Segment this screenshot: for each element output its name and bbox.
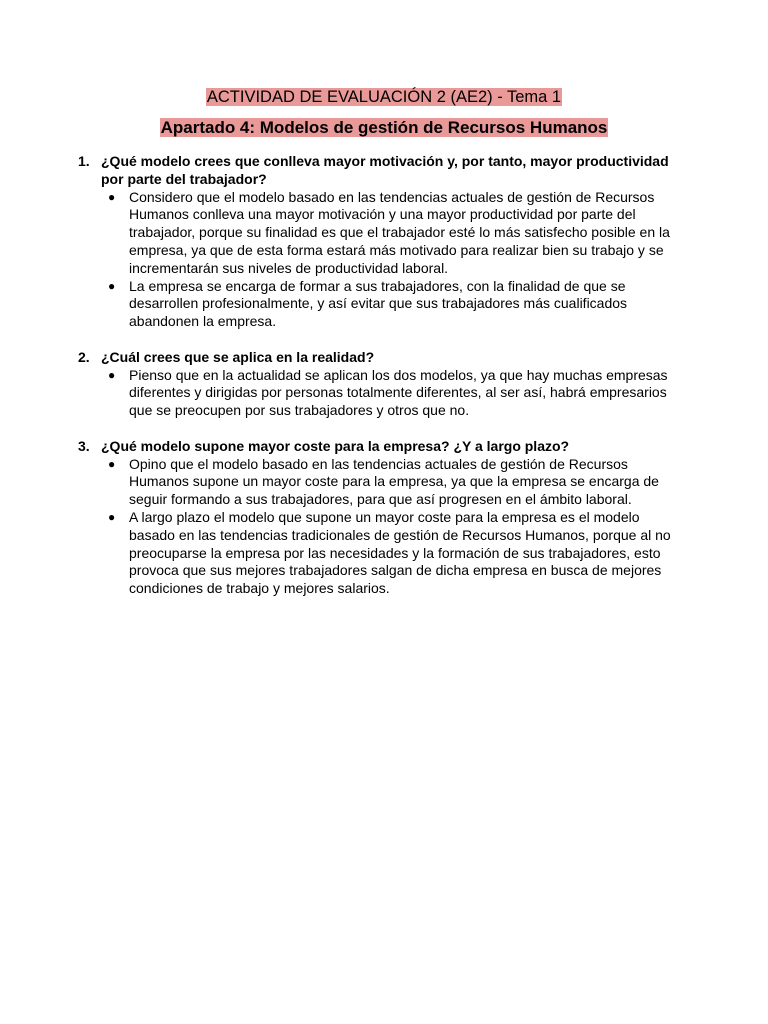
question-text: ¿Cuál crees que se aplica en la realidad? <box>101 348 375 365</box>
question-number: 1. <box>78 153 90 169</box>
answer-text: Pienso que en la actualidad se aplican los dos modelos, ya que hay muchas empresas diferentes y dirigidas por personas totalmente diferentes, al ser así, habrá empresarios que se preocupen por sus trabajadores y otros que no. <box>129 366 668 419</box>
bullet-icon: ● <box>108 509 116 524</box>
answer-list <box>101 189 676 331</box>
question-number: 3. <box>78 437 90 454</box>
answer-list <box>101 367 676 420</box>
answer-text: Considero que el modelo basado en las tendencias actuales de gestión de Recursos Humanos conlleva una mayor motivación y una mayor productividad por parte del trabajador, porque su finalidad es que el trabajador esté lo más satisfecho posible en la empresa, ya que de esta forma estará más motivado para realizar bien su trabajo y se incrementarán sus niveles de productividad laboral. <box>129 188 670 276</box>
question-item <box>76 153 676 331</box>
document-title: ACTIVIDAD DE EVALUACIÓN 2 (AE2) - Tema 1 <box>206 88 562 106</box>
question-item <box>76 349 676 420</box>
question-text: ¿Qué modelo supone mayor coste para la empresa? ¿Y a largo plazo? <box>101 437 570 454</box>
question-number: 2. <box>78 348 90 365</box>
answer-item <box>101 189 676 278</box>
question-item <box>76 438 676 598</box>
answer-text: La empresa se encarga de formar a sus trabajadores, con la finalidad de que se desarrollen profesionalmente, y así evitar que sus trabajadores más cualificados abandonen la empresa. <box>129 277 628 330</box>
title-row <box>0 86 768 108</box>
answer-text: Opino que el modelo basado en las tendencias actuales de gestión de Recursos Humanos supone un mayor coste para la empresa, ya que la empresa se encarga de seguir formando a sus trabajadores, para que así progresen en el ámbito laboral. <box>129 455 659 508</box>
bullet-icon: ● <box>108 456 116 471</box>
answer-item <box>101 367 676 420</box>
document-subtitle: Apartado 4: Modelos de gestión de Recursos Humanos <box>160 118 608 137</box>
answer-list <box>101 456 676 598</box>
answer-item <box>101 278 676 331</box>
question-text: ¿Qué modelo crees que conlleva mayor motivación y, por tanto, mayor productividad por parte del trabajador? <box>101 153 669 187</box>
subtitle-row <box>0 117 768 139</box>
answer-item <box>101 456 676 509</box>
question-list <box>76 153 676 616</box>
bullet-icon: ● <box>108 278 116 293</box>
answer-item <box>101 509 676 598</box>
answer-text: A largo plazo el modelo que supone un mayor coste para la empresa es el modelo basado en las tendencias tradicionales de gestión de Recursos Humanos, porque al no preocuparse la empresa por las necesidades y la formación de sus trabajadores, esto provoca que sus mejores trabajadores salgan de dicha empresa en busca de mejores condiciones de trabajo y mejores salarios. <box>129 508 671 597</box>
bullet-icon: ● <box>108 189 116 204</box>
bullet-icon: ● <box>108 367 116 382</box>
